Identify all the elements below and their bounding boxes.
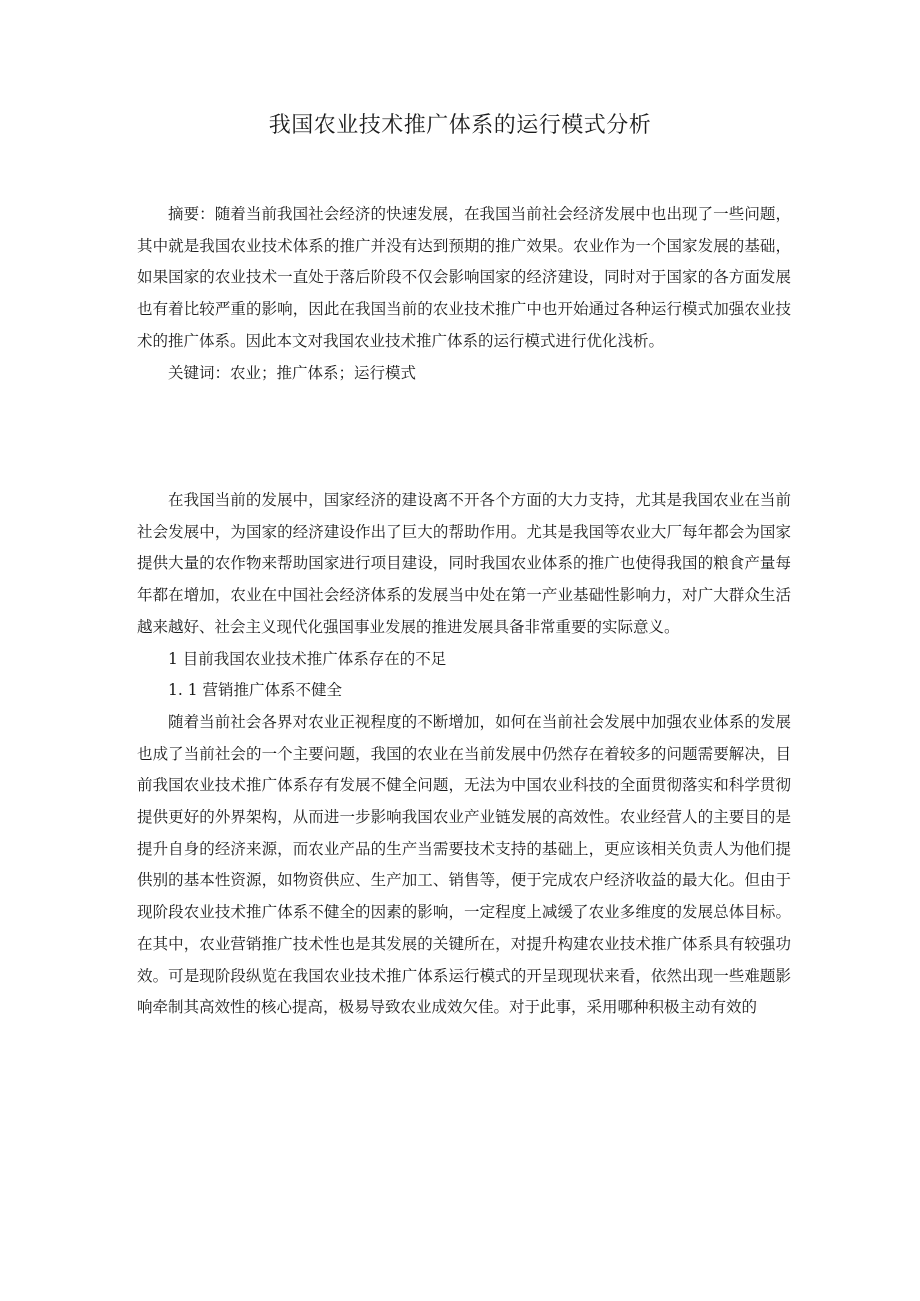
intro-paragraph: 在我国当前的发展中，国家经济的建设离不开各个方面的大力支持，尤其是我国农业在当前社会发展中，为国家的经济建设作出了巨大的帮助作用。尤其是我国等农业大厂每年都会为国家提供大量的农作物来帮助国家进行项目建设，同时我国农业体系的推广也使得我国的粮食产量每年都在增加，农业在中国社会经济体系的发展当中处在第一产业基础性影响力，对广大群众生活越来越好、社会主义现代化强国事业发展的推进发展具备非常重要的实际意义。 <box>137 491 791 636</box>
keywords-line: 关键词：农业；推广体系；运行模式 <box>168 363 417 382</box>
main-body <box>137 485 791 1024</box>
section-heading-1-1: 1. 1 营销推广体系不健全 <box>168 681 343 700</box>
abstract-section <box>137 199 791 389</box>
section-1-1-paragraph: 随着当前社会各界对农业正视程度的不断增加，如何在当前社会发展中加强农业体系的发展也成了当前社会的一个主要问题，我国的农业在当前发展中仍然存在着较多的问题需要解决，目前我国农业技术推广体系存有发展不健全问题，无法为中国农业科技的全面贯彻落实和科学贯彻提供更好的外界架构，从而进一步影响我国农业产业链发展的高效性。农业经营人的主要目的是提升自身的经济来源，而农业产品的生产当需要技术支持的基础上，更应该相关负责人为他们提供别的基本性资源，如物资供应、生产加工、销售等，便于完成农户经济收益的最大化。但由于现阶段农业技术推广体系不健全的因素的影响，一定程度上减缓了农业多维度的发展总体目标。在其中，农业营销推广技术性也是其发展的关键所在，对提升构建农业技术推广体系具有较强功效。可是现阶段纵览在我国农业技术推广体系运行模式的开呈现现状来看，依然出现一些难题影响牵制其高效性的核心提高，极易导致农业成效欠佳。对于此事，采用哪种积极主动有效的 <box>137 712 791 1017</box>
abstract-paragraph: 摘要：随着当前我国社会经济的快速发展，在我国当前社会经济发展中也出现了一些问题，其中就是我国农业技术体系的推广并没有达到预期的推广效果。农业作为一个国家发展的基础，如果国家的农业技术一直处于落后阶段不仅会影响国家的经济建设，同时对于国家的各方面发展也有着比较严重的影响，因此在我国当前的农业技术推广中也开始通过各种运行模式加强农业技术的推广体系。因此本文对我国农业技术推广体系的运行模式进行优化浅析。 <box>137 205 791 350</box>
document-title: 我国农业技术推广体系的运行模式分析 <box>268 113 652 138</box>
section-heading-1: 1 目前我国农业技术推广体系存在的不足 <box>168 649 447 668</box>
